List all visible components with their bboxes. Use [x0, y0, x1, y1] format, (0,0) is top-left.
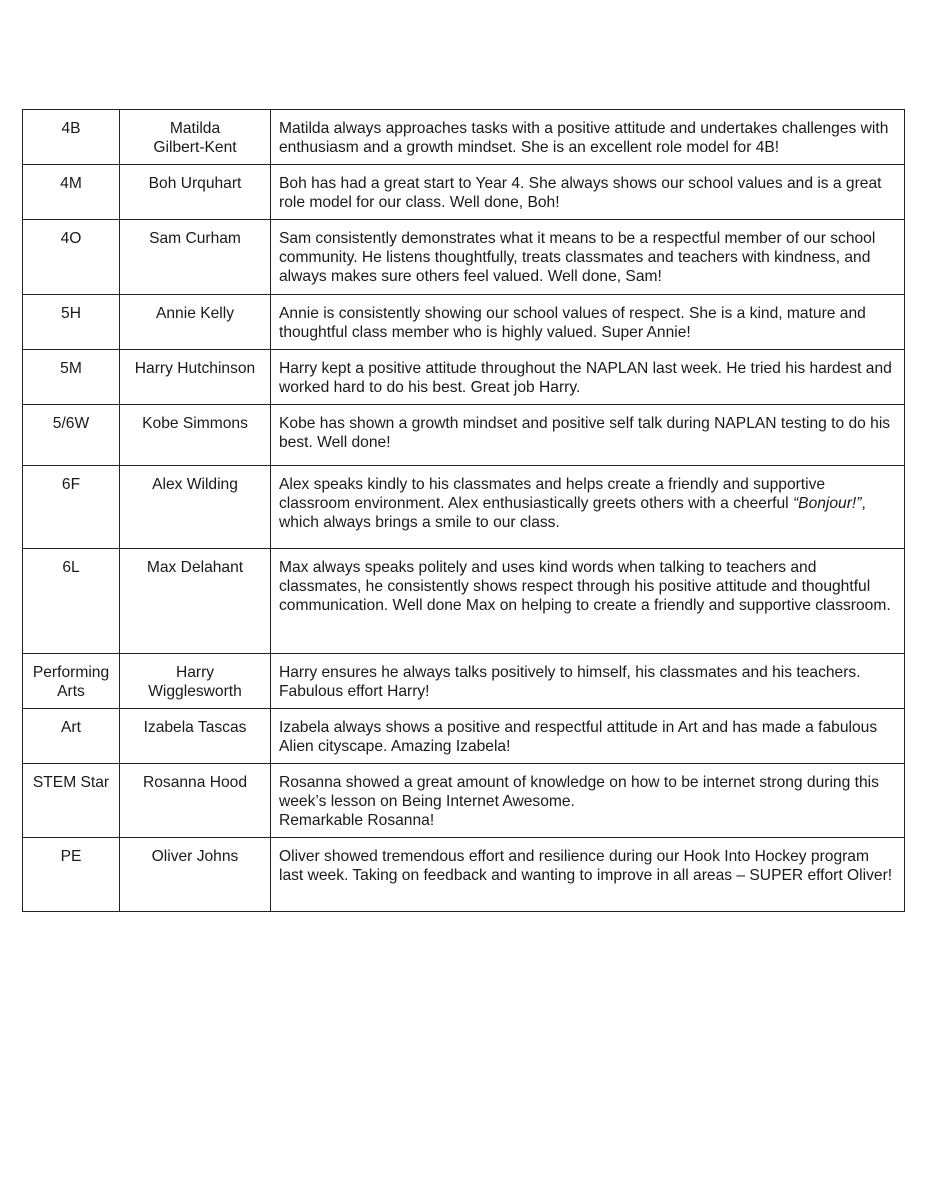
award-message-cell — [271, 466, 905, 549]
table-row — [23, 838, 905, 912]
student-name: Boh Urquhart — [148, 175, 242, 192]
student-name-cell — [120, 654, 271, 709]
class-cell — [23, 549, 120, 654]
class-label: STEM Star — [32, 774, 110, 791]
class-label: 6L — [62, 559, 80, 576]
award-message: Kobe has shown a growth mindset and positive self talk during NAPLAN testing to do his best. Well done! — [279, 415, 891, 451]
class-label: 6F — [61, 476, 81, 493]
student-name-cell — [120, 466, 271, 549]
award-message: Max always speaks politely and uses kind words when talking to teachers and classmates, he consistently shows respect through his positive attitude and thoughtful communication. Well done Max on helping to create a friendly and supportive classroom. — [279, 559, 891, 614]
student-name: Rosanna Hood — [142, 774, 248, 791]
class-cell — [23, 350, 120, 405]
student-name: Annie Kelly — [155, 305, 234, 322]
class-cell — [23, 654, 120, 709]
student-name-cell — [120, 549, 271, 654]
award-message-cell — [271, 295, 905, 350]
award-message-cell — [271, 709, 905, 764]
award-message-cell — [271, 110, 905, 165]
award-message-cell — [271, 654, 905, 709]
student-name-cell — [120, 220, 271, 295]
award-message: Matilda always approaches tasks with a positive attitude and undertakes challenges with enthusiasm and a growth mindset. She is an excellent role model for 4B! — [279, 120, 889, 156]
student-name: Oliver Johns — [151, 848, 239, 865]
award-message-part: , which always brings a smile to our class. — [279, 495, 866, 531]
class-label: 4B — [61, 120, 81, 137]
table-row — [23, 220, 905, 295]
award-message-cell — [271, 764, 905, 838]
award-message-cell — [271, 165, 905, 220]
award-message: Harry kept a positive attitude throughout the NAPLAN last week. He tried his hardest and worked hard to do his best. Great job Harry. — [279, 360, 892, 396]
student-name: Matilda Gilbert-Kent — [153, 120, 237, 156]
student-name: Sam Curham — [149, 230, 241, 247]
award-message-cell — [271, 350, 905, 405]
table-row — [23, 350, 905, 405]
award-message: Oliver showed tremendous effort and resilience during our Hook Into Hockey program last week. Taking on feedback and wanting to improve in all areas – SUPER effort Oliver! — [279, 848, 893, 884]
student-name: Max Delahant — [146, 559, 244, 576]
class-cell — [23, 466, 120, 549]
award-message-cell — [271, 220, 905, 295]
class-label: 5M — [60, 360, 82, 377]
class-label: 5/6W — [52, 415, 90, 432]
table-row — [23, 165, 905, 220]
class-cell — [23, 764, 120, 838]
table-row — [23, 466, 905, 549]
award-message-cell — [271, 838, 905, 912]
class-cell — [23, 220, 120, 295]
student-name: Harry Hutchinson — [134, 360, 256, 377]
class-label: 4M — [60, 175, 82, 192]
student-name-cell — [120, 764, 271, 838]
student-name-cell — [120, 110, 271, 165]
student-name: Izabela Tascas — [143, 719, 247, 736]
award-message: Rosanna showed a great amount of knowledge on how to be internet strong during this week’s lesson on Being Internet Awesome. Remarkable Rosanna! — [279, 774, 879, 829]
award-message: Izabela always shows a positive and respectful attitude in Art and has made a fabulous Alien cityscape. Amazing Izabela! — [279, 719, 878, 755]
class-cell — [23, 165, 120, 220]
award-message: Annie is consistently showing our school values of respect. She is a kind, mature and thoughtful class member who is highly valued. Super Annie! — [279, 305, 866, 341]
class-label: 5H — [61, 305, 81, 322]
award-message-emphasis: “Bonjour!” — [792, 495, 862, 512]
table-row — [23, 764, 905, 838]
student-name-cell — [120, 838, 271, 912]
table-row — [23, 549, 905, 654]
table-row — [23, 654, 905, 709]
class-cell — [23, 405, 120, 466]
award-message-cell — [271, 549, 905, 654]
award-message-part: Alex speaks kindly to his classmates and helps create a friendly and supportive classroom environment. Alex enthusiastically greets others with a cheerful — [279, 476, 826, 512]
student-name-cell — [120, 350, 271, 405]
student-name-cell — [120, 295, 271, 350]
table-row — [23, 110, 905, 165]
award-message: Boh has had a great start to Year 4. She always shows our school values and is a great role model for our class. Well done, Boh! — [279, 175, 882, 211]
class-cell — [23, 110, 120, 165]
table-row — [23, 709, 905, 764]
student-name: Kobe Simmons — [142, 415, 248, 432]
student-name-cell — [120, 405, 271, 466]
class-label: Art — [61, 719, 81, 736]
student-name-cell — [120, 709, 271, 764]
class-cell — [23, 295, 120, 350]
student-name: Alex Wilding — [152, 476, 238, 493]
class-cell — [23, 838, 120, 912]
student-name: Harry Wigglesworth — [148, 664, 242, 700]
award-message-cell — [271, 405, 905, 466]
table-row — [23, 295, 905, 350]
student-awards-table — [22, 109, 905, 912]
award-message: Sam consistently demonstrates what it means to be a respectful member of our school community. He listens thoughtfully, treats classmates and teachers with kindness, and always makes sure others feel valued. Well done, Sam! — [279, 230, 876, 285]
class-cell — [23, 709, 120, 764]
class-label: Performing Arts — [32, 664, 110, 700]
class-label: PE — [60, 848, 82, 865]
table-row — [23, 405, 905, 466]
award-message: Harry ensures he always talks positively to himself, his classmates and his teachers. Fabulous effort Harry! — [279, 664, 861, 700]
student-name-cell — [120, 165, 271, 220]
class-label: 4O — [60, 230, 82, 247]
